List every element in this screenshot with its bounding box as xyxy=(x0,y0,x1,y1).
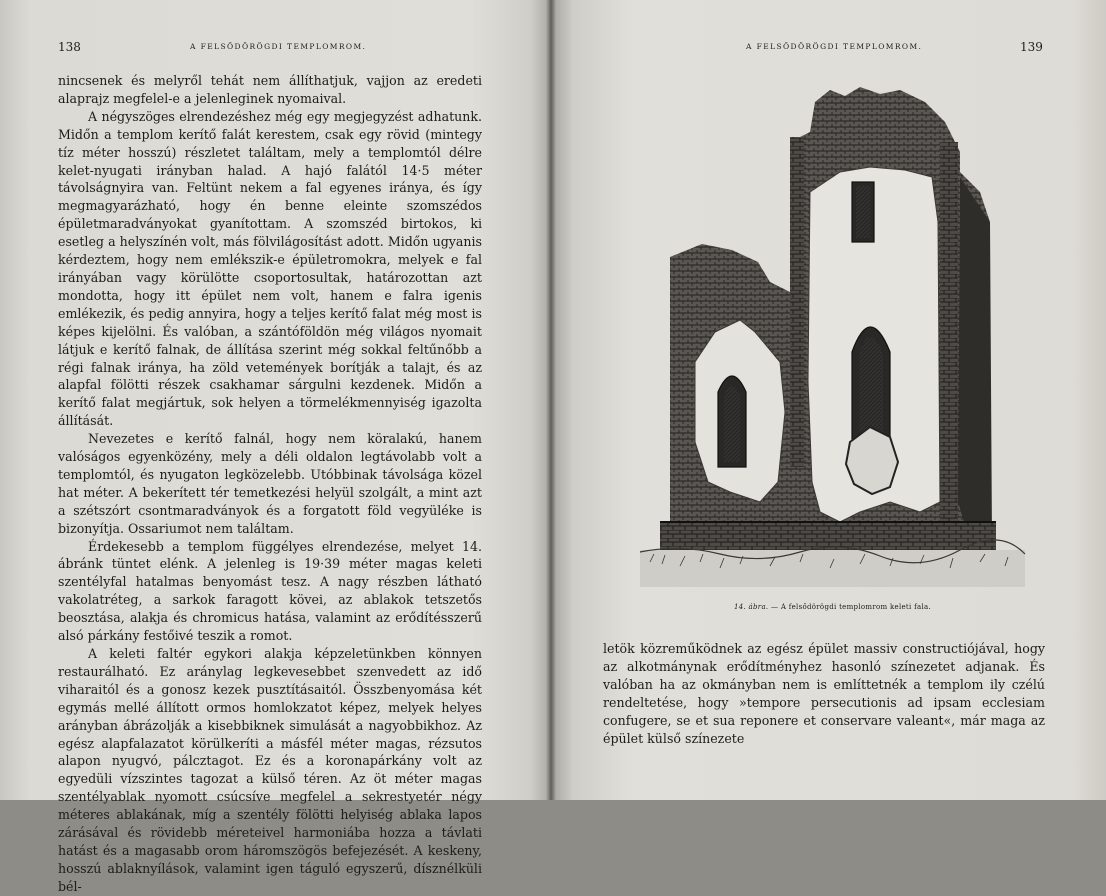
right-running-head: A FELSŐDÖRÖGDI TEMPLOMROM. xyxy=(746,42,923,51)
side-wall-shadow xyxy=(958,177,992,542)
right-page-number: 139 xyxy=(1020,40,1043,54)
church-ruin-engraving xyxy=(640,82,1025,592)
base-plinth xyxy=(660,522,996,550)
left-body-text xyxy=(58,72,482,896)
left-page-number: 138 xyxy=(58,40,81,54)
figure-number: 14. ábra. xyxy=(734,603,769,611)
paragraph: Érdekesebb a templom függélyes elrendezése, melyet 14. ábránk tüntet elénk. A jelenleg is 19·39 méter magas keleti szentélyfal hatalmas benyomást tesz. A nagy részben látható vakolatréteg, a sarkok faragott kövei, az ablakok tetszetős beosztása, alakja és chromicus hatása, valamint az erődítésszerű alsó párkány festőivé teszik a romot. xyxy=(58,538,482,644)
right-body-text xyxy=(603,640,1045,747)
paragraph: Nevezetes e kerítő falnál, hogy nem köralakú, hanem valóságos egyenközény, mely a déli oldalon legtávolabb volt a templomtól, és nyugaton legközelebb. Utóbbinak távolsága közel hat méter. A bekerített tér temetkezési helyül szolgált, a mint azt a szétszórt csontmaradványok és a forgatott föld vegyüléke is bizonyítja. Ossariumot nem találtam. xyxy=(58,431,482,536)
left-page xyxy=(0,0,551,894)
figure-caption-text: — A felsődörögdi templomrom keleti fala. xyxy=(771,603,931,611)
paragraph: A keleti faltér egykori alakja képzeletünkben könnyen restaurálható. Ez aránylag legkevesebbet szenvedett az idő viharaitól és a gonosz kezek pusztításaitól. Összbenyomása két egymás mellé állított ormos homlokzatot képez, melyek helyes arányban ábrázolják a kisebbiknek simulását a nagyobbikhoz. Az egész alapfalazatot körülkeríti a másfél méter magas, rézsutos alapon nyugvó, pálcztagot. Ez és a koronapárkány volt az egyedüli vízszintes tagozat a külső téren. Az öt méter magas szentélyablak nyomott csúcsíve megfelel a sekrestyetér négy méteres ablakának, míg a szentély fölötti helyiség ablaka lapos zárásával és rövidebb méreteivel harmoniába hozza a távlati hatást és a magasabb orom háromszögös befejezését. A keskeny, hosszú ablaknyílások, valamint igen táguló egyszerű, dísznélküli bél- xyxy=(58,646,482,894)
figure-caption xyxy=(640,603,1025,611)
ground xyxy=(640,550,1025,587)
upper-window-glass xyxy=(856,186,870,238)
book-gutter xyxy=(546,0,556,800)
paragraph: nincsenek és melyről tehát nem állíthatjuk, vajjon az eredeti alaprajz megfelel-e a jelenleginek nyomaival. xyxy=(58,73,482,106)
paragraph: letök közreműködnek az egész épület massiv constructiójával, hogy az alkotmánynak erődítményhez hasonló színezetet adjanak. És valóban ha az okmányban nem is említtetnék a templom ily czélú rendeltetése, hogy »tempore persecutionis ad ipsam ecclesiam confugere, se et sua reponere et conservare valeant«, már maga az épület külső színezete xyxy=(603,641,1045,746)
main-lancet-glass xyxy=(859,337,883,437)
left-running-head: A FELSŐDÖRÖGDI TEMPLOMROM. xyxy=(190,42,367,51)
window-glass-left xyxy=(724,386,740,462)
ruin-illustration xyxy=(640,82,1025,592)
paragraph: A négyszöges elrendezéshez még egy megjegyzést adhatunk. Midőn a templom kerítő falát kerestem, csak egy rövid (mintegy tíz méter hosszú) részletet találtam, mely a templomtól délre kelet-nyugati irányban halad. A hajó falától 14·5 méter távolságnyira van. Feltünt nekem a fal egyenes iránya, és így megmagyarázható, hogy én benne eleinte szomszédos épületmaradványokat gyanítottam. A szomszéd birtokos, ki esetleg a helyszínén volt, más fölvilágosítást adott. Midőn ugyanis kérdeztem, hogy nem emlékszik-e épületromokra, melyek e fal irányában vagy körülötte csoportosultak, határozottan azt mondotta, hogy itt épület nem volt, hanem e falra igenis emlékezik, és pedig annyira, hogy a teljes kerítő falat még most is képes kijelölni. És valóban, a szántóföldön még világos nyomait látjuk e kerítő falnak, de állítása szerint még sokkal feltűnőbb a régi falnak iránya, ha zöld vetemények borítják a talajt, és az alapfal fölötti részek csakhamar sárgulni kezdenek. Midőn a kerítő falat megjártuk, sok helyen a törmelékmennyiség igazolta állítását. xyxy=(58,108,482,429)
